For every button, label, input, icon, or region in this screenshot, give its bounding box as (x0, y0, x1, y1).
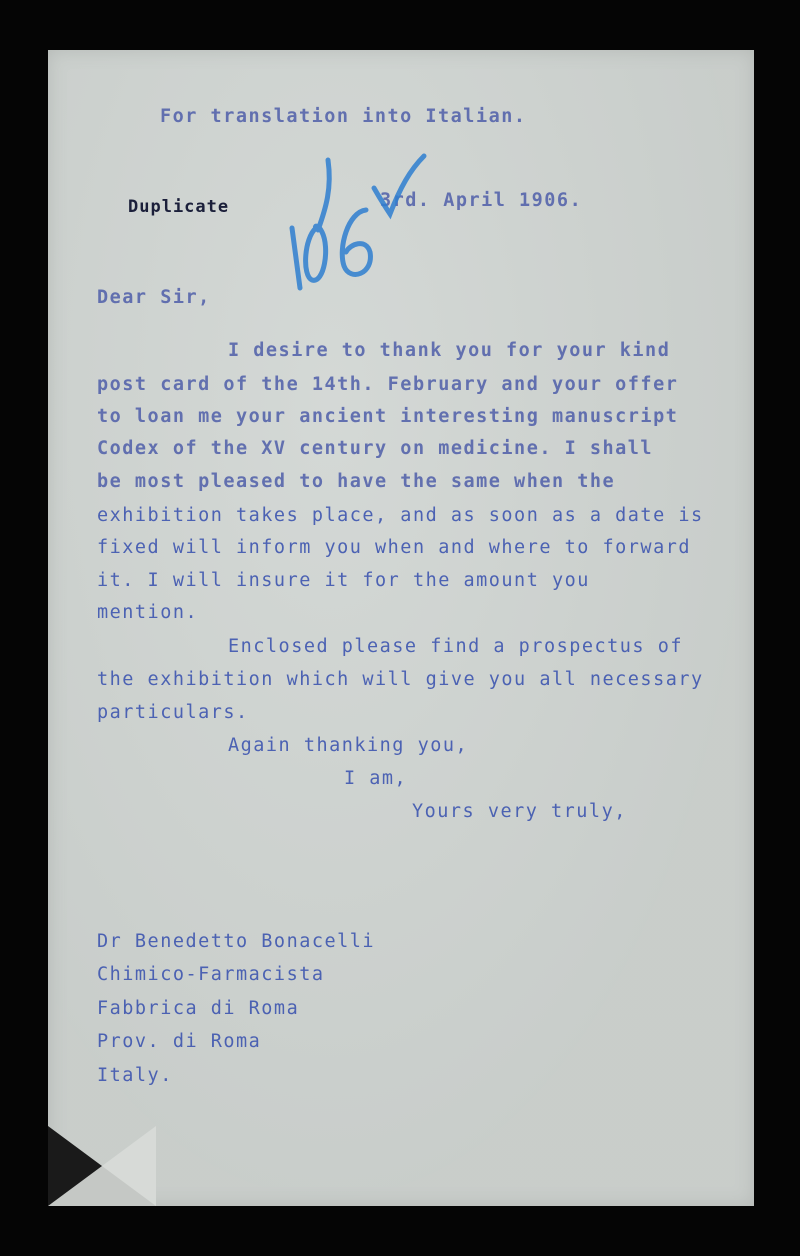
translation-note: For translation into Italian. (160, 106, 527, 127)
body-line-7: fixed will inform you when and where to forward (97, 537, 691, 558)
body-line-9: mention. (97, 602, 199, 623)
body-line-12: particulars. (97, 702, 249, 723)
body-line-1: I desire to thank you for your kind (228, 340, 671, 361)
duplicate-label: Duplicate (128, 197, 230, 217)
closing-thanks: Again thanking you, (228, 735, 469, 756)
body-line-6: exhibition takes place, and as soon as a date is (97, 505, 704, 526)
address-line-5: Italy. (97, 1065, 173, 1086)
salutation: Dear Sir, (97, 287, 211, 308)
address-line-4: Prov. di Roma (97, 1031, 262, 1052)
folded-corner (48, 1126, 156, 1206)
handwritten-annotation (278, 148, 438, 298)
letter-date: 3rd. April 1906. (380, 190, 583, 211)
closing-signoff: Yours very truly, (412, 801, 627, 822)
closing-i-am: I am, (344, 768, 408, 789)
body-line-3: to loan me your ancient interesting manuscript (97, 406, 679, 427)
address-line-2: Chimico-Farmacista (97, 964, 325, 985)
body-line-2: post card of the 14th. February and your offer (97, 374, 679, 395)
body-line-8: it. I will insure it for the amount you (97, 570, 590, 591)
address-line-3: Fabbrica di Roma (97, 998, 300, 1019)
body-line-5: be most pleased to have the same when the (97, 471, 616, 492)
body-line-10: Enclosed please find a prospectus of (228, 636, 683, 657)
address-line-1: Dr Benedetto Bonacelli (97, 931, 376, 952)
body-line-11: the exhibition which will give you all necessary (97, 669, 704, 690)
body-line-4: Codex of the XV century on medicine. I shall (97, 438, 654, 459)
